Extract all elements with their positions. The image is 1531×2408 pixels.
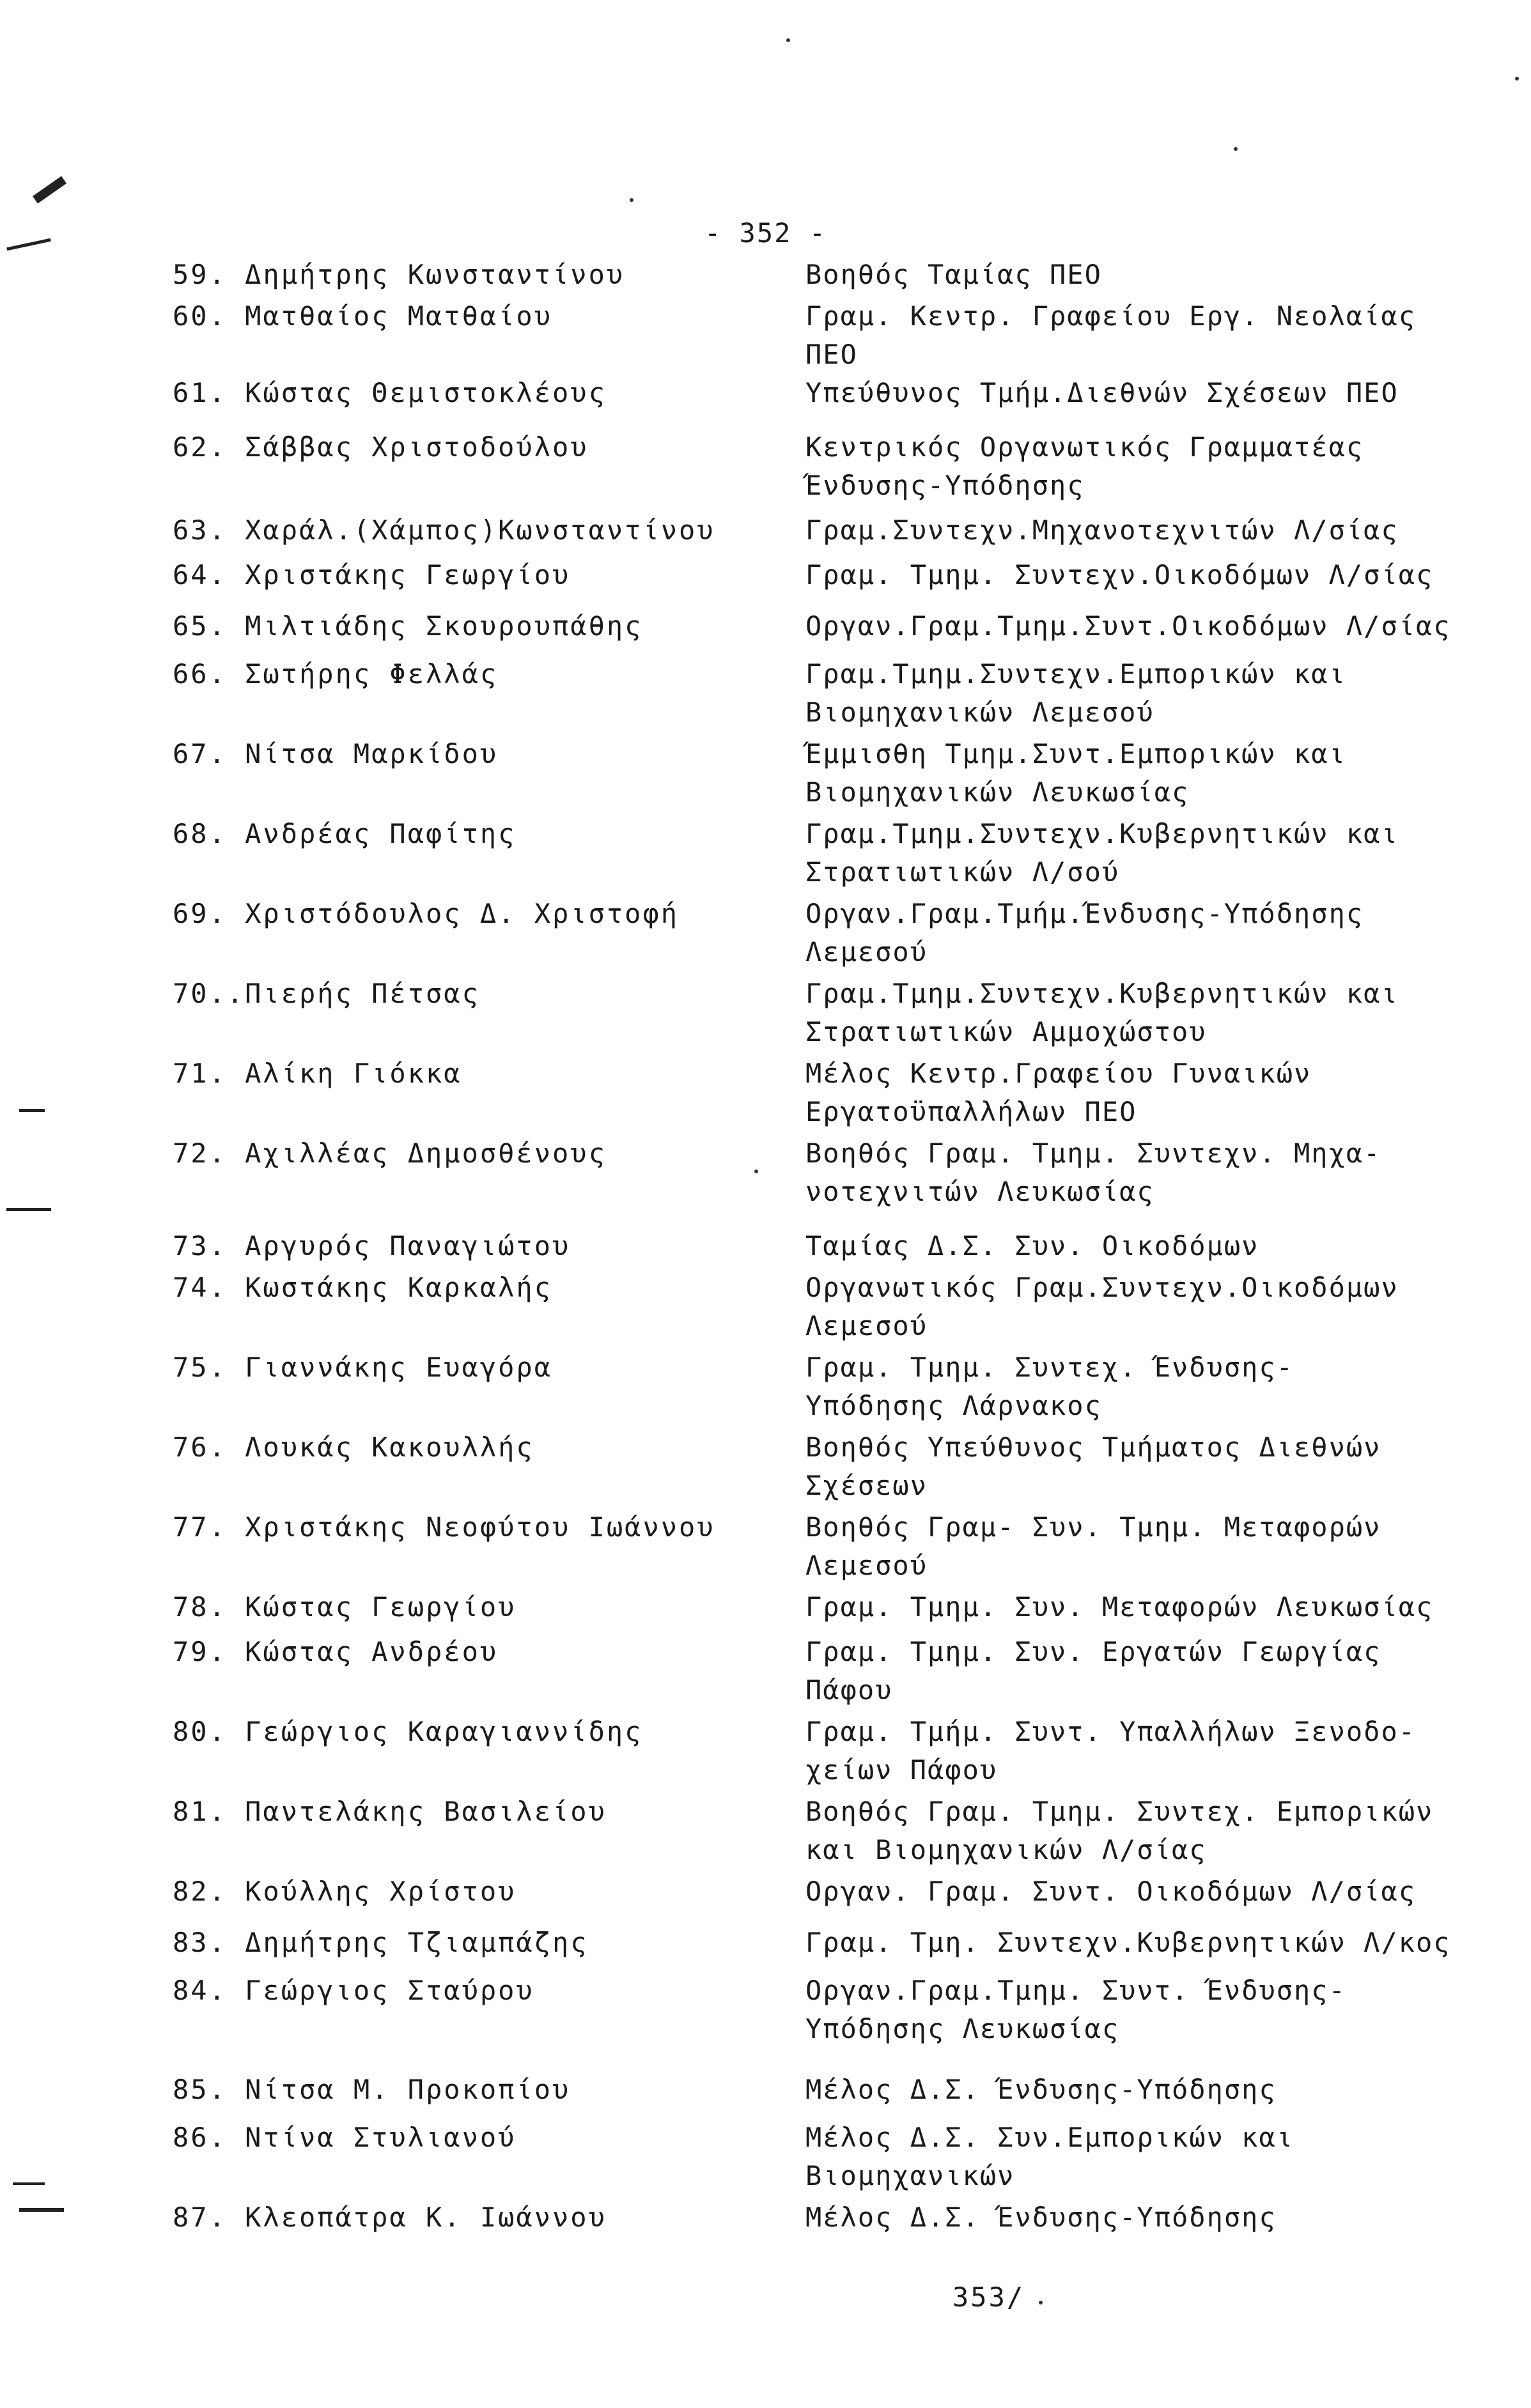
member-role: Οργαν.Γραμ.Τμημ. Συντ. Ένδυσης- Υπόδησης Λευκωσίας xyxy=(805,1975,1346,2044)
member-role: Γραμ. Κεντρ. Γραφείου Εργ. Νεολαίας ΠΕΟ xyxy=(805,300,1417,370)
scan-speck xyxy=(1234,147,1238,151)
member-role: Βοηθός Γραμ. Τμημ. Συντεχν. Μηχα- νοτεχνιτών Λευκωσίας xyxy=(805,1138,1381,1207)
page-number-header: - 352 - xyxy=(704,217,827,249)
scan-mark xyxy=(6,1208,51,1211)
member-name: 82. Κούλλης Χρίστου xyxy=(173,1876,517,1907)
member-role: Έμμισθη Τμημ.Συντ.Εμπορικών και Βιομηχανικών Λευκωσίας xyxy=(805,738,1346,808)
member-name: 85. Νίτσα Μ. Προκοπίου xyxy=(173,2074,571,2105)
scan-mark xyxy=(13,2182,45,2185)
member-role: Οργαν.Γραμ.Τμημ.Συντ.Οικοδόμων Λ/σίας xyxy=(805,610,1451,642)
member-name: 68. Ανδρέας Παφίτης xyxy=(173,818,517,849)
member-name: 70..Πιερής Πέτσας xyxy=(173,978,480,1009)
member-role: Γραμ. Τμημ. Συν. Εργατών Γεωργίας Πάφου xyxy=(805,1636,1381,1706)
member-role: Γραμ. Τμήμ. Συντ. Υπαλλήλων Ξενοδο- χείων Πάφου xyxy=(805,1716,1417,1786)
member-role: Γραμ. Τμημ. Συντεχ. Ένδυσης- Υπόδησης Λάρνακος xyxy=(805,1352,1294,1421)
member-name: 59. Δημήτρης Κωνσταντίνου xyxy=(173,259,625,290)
member-name: 71. Αλίκη Γιόκκα xyxy=(173,1058,462,1089)
member-name: 61. Κώστας Θεμιστοκλέους xyxy=(173,377,607,408)
member-name: 60. Ματθαίος Ματθαίου xyxy=(173,300,553,332)
scan-speck xyxy=(1039,2301,1043,2304)
scan-speck xyxy=(1515,77,1519,81)
member-role: Μέλος Δ.Σ. Ένδυσης-Υπόδησης xyxy=(805,2202,1277,2233)
member-role: Υπεύθυνος Τμήμ.Διεθνών Σχέσεων ΠΕΟ xyxy=(805,377,1399,408)
member-role: Βοηθός Γραμ- Συν. Τμημ. Μεταφορών Λεμεσού xyxy=(805,1511,1381,1581)
member-role: Γραμ.Συντεχν.Μηχανοτεχνιτών Λ/σίας xyxy=(805,514,1399,546)
scan-speck xyxy=(786,38,790,42)
member-name: 76. Λουκάς Κακουλλής xyxy=(173,1432,534,1463)
member-role: Γραμ. Τμημ. Συντεχν.Οικοδόμων Λ/σίας xyxy=(805,559,1434,590)
member-role: Γραμ.Τμημ.Συντεχν.Εμπορικών και Βιομηχανικών Λεμεσού xyxy=(805,658,1346,728)
next-page-marker: 353/ xyxy=(952,2281,1025,2313)
member-name: 86. Ντίνα Στυλιανού xyxy=(173,2122,517,2153)
member-name: 65. Μιλτιάδης Σκουρουπάθης xyxy=(173,610,643,642)
member-name: 83. Δημήτρης Τζιαμπάζης xyxy=(173,1927,589,1958)
member-name: 78. Κώστας Γεωργίου xyxy=(173,1591,517,1623)
member-role: Οργανωτικός Γραμ.Συντεχν.Οικοδόμων Λεμεσού xyxy=(805,1272,1399,1341)
member-role: Γραμ.Τμημ.Συντεχν.Κυβερνητικών και Στρατιωτικών Αμμοχώστου xyxy=(805,978,1399,1047)
member-name: 80. Γεώργιος Καραγιαννίδης xyxy=(173,1716,643,1747)
member-name: 81. Παντελάκης Βασιλείου xyxy=(173,1796,607,1827)
member-name: 87. Κλεοπάτρα Κ. Ιωάννου xyxy=(173,2202,607,2233)
member-name: 72. Αχιλλέας Δημοσθένους xyxy=(173,1138,607,1169)
member-name: 66. Σωτήρης Φελλάς xyxy=(173,658,499,690)
member-role: Βοηθός Γραμ. Τμημ. Συντεχ. Εμπορικών και Βιομηχανικών Λ/σίας xyxy=(805,1796,1434,1865)
scan-mark xyxy=(19,1109,45,1112)
member-role: Μέλος Δ.Σ. Ένδυσης-Υπόδησης xyxy=(805,2074,1277,2105)
member-name: 77. Χριστάκης Νεοφύτου Ιωάννου xyxy=(173,1511,715,1543)
member-role: Ταμίας Δ.Σ. Συν. Οικοδόμων xyxy=(805,1230,1259,1262)
member-name: 73. Αργυρός Παναγιώτου xyxy=(173,1230,571,1262)
member-name: 75. Γιαννάκης Ευαγόρα xyxy=(173,1352,553,1383)
member-name: 79. Κώστας Ανδρέου xyxy=(173,1636,499,1667)
member-name: 84. Γεώργιος Σταύρου xyxy=(173,1975,534,2006)
member-name: 63. Χαράλ.(Χάμπος)Κωνσταντίνου xyxy=(173,514,715,546)
member-role: Γραμ. Τμη. Συντεχν.Κυβερνητικών Λ/κος xyxy=(805,1927,1451,1958)
member-role: Βοηθός Υπεύθυνος Τμήματος Διεθνών Σχέσεων xyxy=(805,1432,1381,1501)
member-role: Μέλος Κεντρ.Γραφείου Γυναικών Εργατοϋπαλλήλων ΠΕΟ xyxy=(805,1058,1312,1127)
member-name: 69. Χριστόδουλος Δ. Χριστοφή xyxy=(173,898,680,929)
member-role: Βοηθός Ταμίας ΠΕΟ xyxy=(805,259,1102,290)
member-name: 64. Χριστάκης Γεωργίου xyxy=(173,559,571,590)
member-name: 62. Σάββας Χριστοδούλου xyxy=(173,431,589,463)
member-name: 67. Νίτσα Μαρκίδου xyxy=(173,738,499,769)
member-role: Γραμ.Τμημ.Συντεχν.Κυβερνητικών και Στρατιωτικών Λ/σού xyxy=(805,818,1399,888)
member-role: Οργαν. Γραμ. Συντ. Οικοδόμων Λ/σίας xyxy=(805,1876,1417,1907)
scan-speck xyxy=(754,1169,758,1173)
member-role: Οργαν.Γραμ.Τμήμ.Ένδυσης-Υπόδησης Λεμεσού xyxy=(805,898,1364,968)
scan-mark xyxy=(19,2208,64,2212)
scan-speck xyxy=(630,198,633,202)
member-role: Γραμ. Τμημ. Συν. Μεταφορών Λευκωσίας xyxy=(805,1591,1434,1623)
member-role: Μέλος Δ.Σ. Συν.Εμπορικών και Βιομηχανικών xyxy=(805,2122,1294,2191)
member-role: Κεντρικός Οργανωτικός Γραμματέας Ένδυσης-Υπόδησης xyxy=(805,431,1364,501)
member-name: 74. Κωστάκης Καρκαλής xyxy=(173,1272,553,1303)
